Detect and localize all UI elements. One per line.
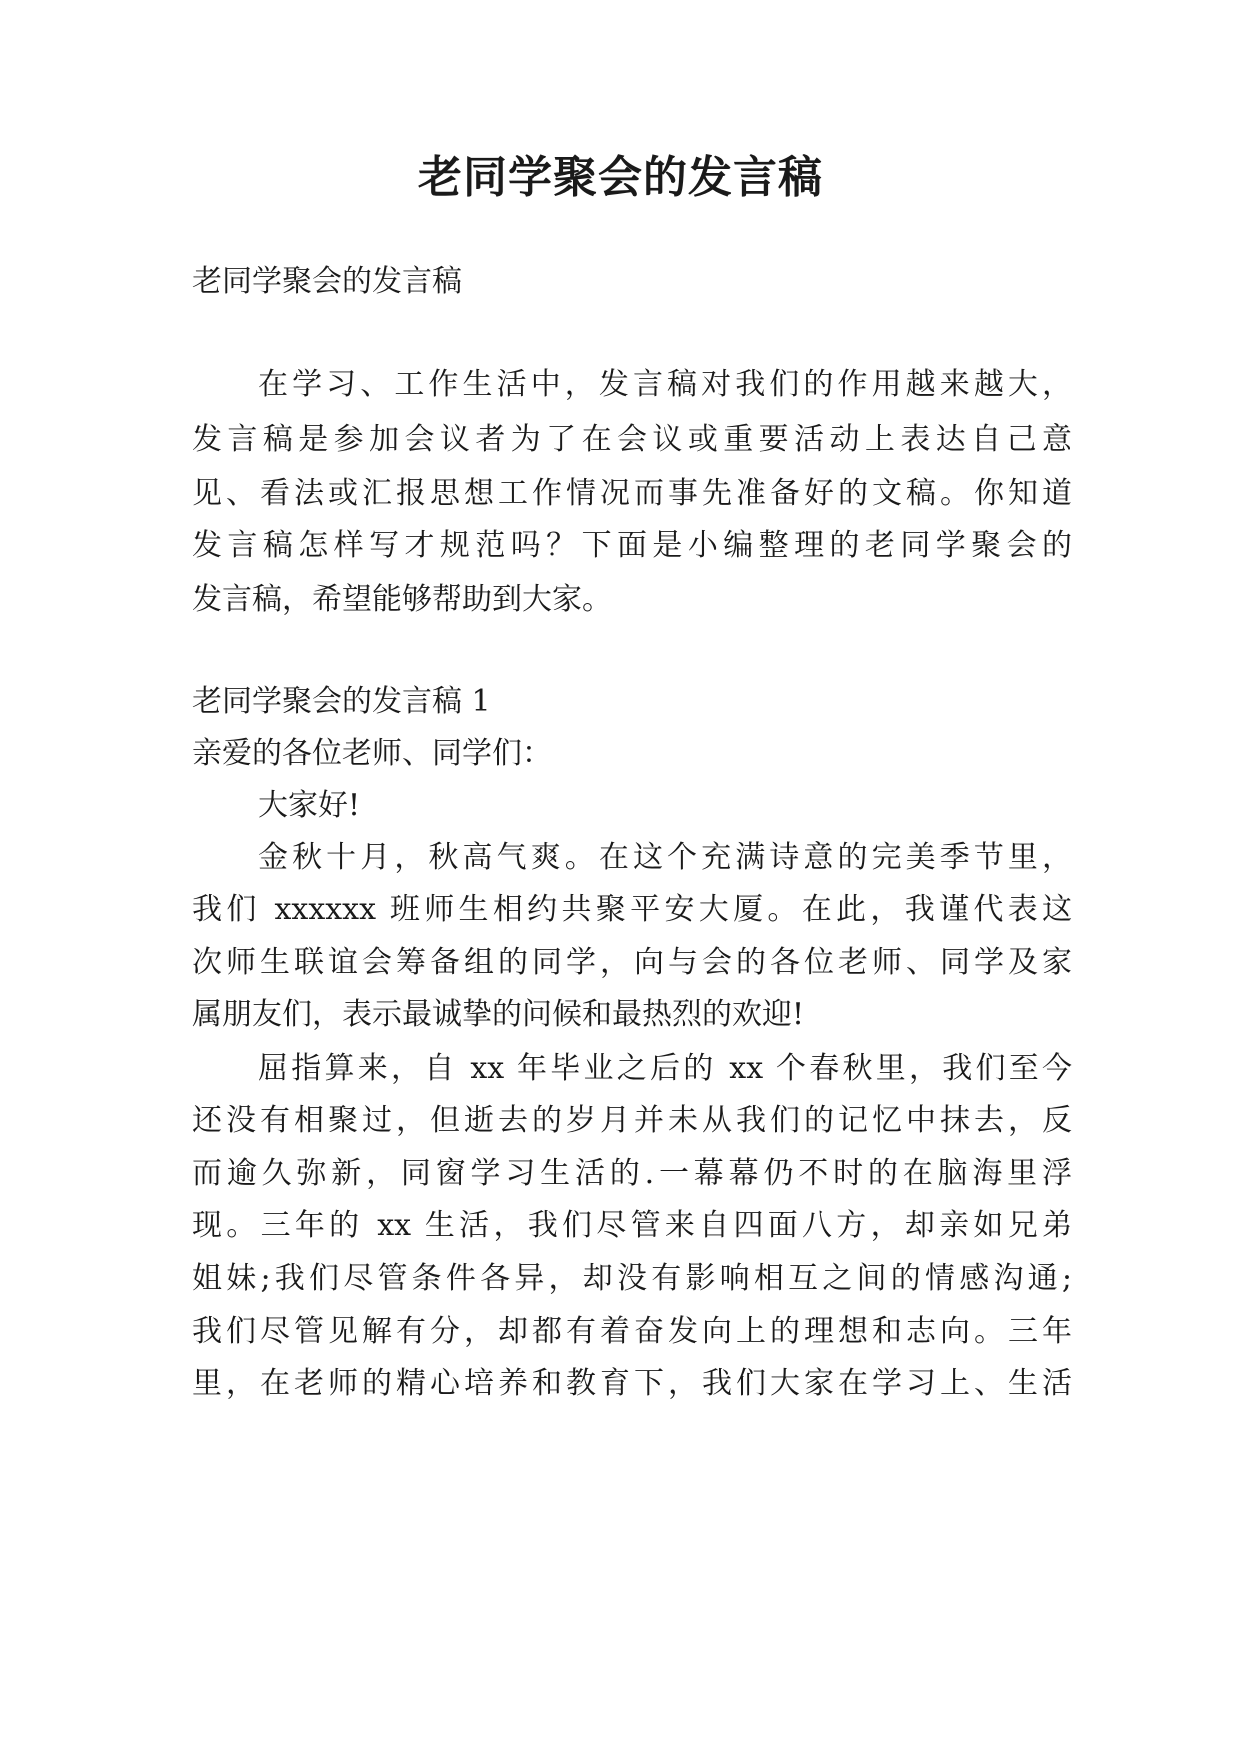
- section-heading: 老同学聚会的发言稿 1: [192, 684, 491, 719]
- intro-line: 见、看法或汇报思想工作情况而事先准备好的文稿。你知道: [192, 476, 1072, 511]
- document-subtitle: 老同学聚会的发言稿: [192, 264, 462, 299]
- salutation: 亲爱的各位老师、同学们：: [192, 736, 552, 771]
- intro-line: 在学习、工作生活中，发言稿对我们的作用越来越大，: [258, 367, 1072, 402]
- body-line: 现。三年的 xx 生活，我们尽管来自四面八方，却亲如兄弟: [192, 1208, 1072, 1243]
- greeting: 大家好!: [258, 788, 361, 823]
- body-line: 金秋十月，秋高气爽。在这个充满诗意的完美季节里，: [258, 840, 1072, 875]
- body-line: 屈指算来，自 xx 年毕业之后的 xx 个春秋里，我们至今: [258, 1051, 1072, 1086]
- body-line: 我们 xxxxxx 班师生相约共聚平安大厦。在此，我谨代表这: [192, 892, 1072, 927]
- body-line: 姐妹;我们尽管条件各异，却没有影响相互之间的情感沟通;: [192, 1261, 1072, 1296]
- body-line: 还没有相聚过，但逝去的岁月并未从我们的记忆中抹去，反: [192, 1103, 1072, 1138]
- document-title: 老同学聚会的发言稿: [418, 152, 823, 203]
- body-line: 而逾久弥新，同窗学习生活的.一幕幕仍不时的在脑海里浮: [192, 1156, 1072, 1191]
- intro-line: 发言稿怎样写才规范吗？下面是小编整理的老同学聚会的: [192, 528, 1072, 563]
- body-line: 属朋友们，表示最诚挚的问候和最热烈的欢迎!: [192, 997, 805, 1032]
- intro-line: 发言稿，希望能够帮助到大家。: [192, 582, 612, 617]
- intro-line: 发言稿是参加会议者为了在会议或重要活动上表达自己意: [192, 422, 1072, 457]
- body-line: 里，在老师的精心培养和教育下，我们大家在学习上、生活: [192, 1366, 1072, 1401]
- body-line: 我们尽管见解有分，却都有着奋发向上的理想和志向。三年: [192, 1314, 1072, 1349]
- body-line: 次师生联谊会筹备组的同学，向与会的各位老师、同学及家: [192, 945, 1072, 980]
